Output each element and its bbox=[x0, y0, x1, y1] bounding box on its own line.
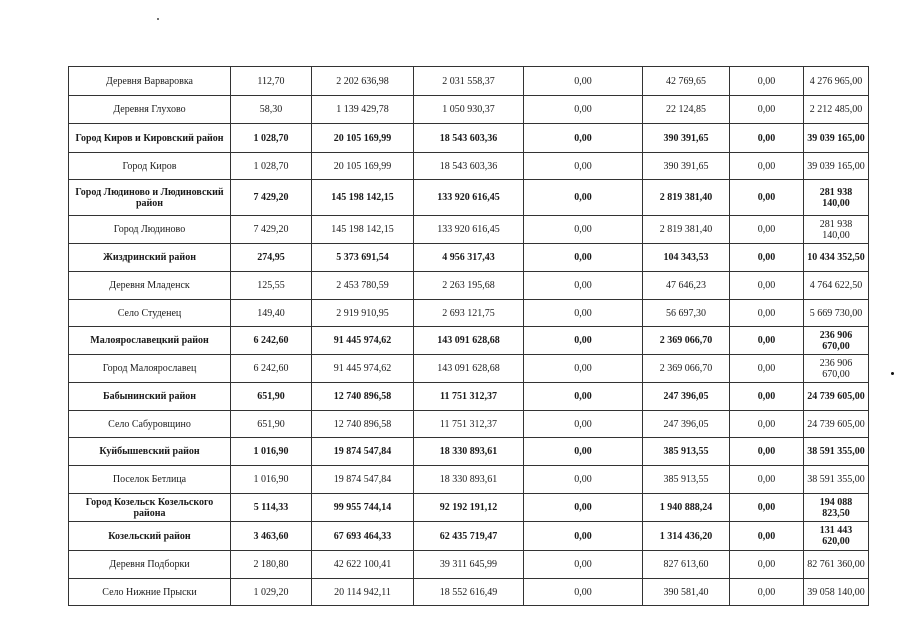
value-cell: 7 429,20 bbox=[231, 180, 312, 216]
value-cell: 19 874 547,84 bbox=[312, 466, 414, 494]
value-cell: 133 920 616,45 bbox=[414, 216, 524, 244]
row-label-cell: Село Студенец bbox=[69, 300, 231, 327]
value-cell: 11 751 312,37 bbox=[414, 383, 524, 411]
value-cell: 0,00 bbox=[524, 355, 643, 383]
row-label-cell: Козельский район bbox=[69, 522, 231, 551]
value-cell: 0,00 bbox=[730, 67, 804, 96]
value-cell: 0,00 bbox=[730, 494, 804, 522]
value-cell: 20 114 942,11 bbox=[312, 579, 414, 606]
value-cell: 2 031 558,37 bbox=[414, 67, 524, 96]
value-cell: 2 263 195,68 bbox=[414, 272, 524, 300]
value-cell: 4 276 965,00 bbox=[804, 67, 869, 96]
value-cell: 0,00 bbox=[730, 180, 804, 216]
value-cell: 0,00 bbox=[524, 124, 643, 153]
value-cell: 1 016,90 bbox=[231, 438, 312, 466]
value-cell: 5 114,33 bbox=[231, 494, 312, 522]
value-cell: 0,00 bbox=[730, 300, 804, 327]
value-cell: 651,90 bbox=[231, 411, 312, 438]
value-cell: 91 445 974,62 bbox=[312, 327, 414, 355]
row-label-cell: Куйбышевский район bbox=[69, 438, 231, 466]
value-cell: 0,00 bbox=[730, 272, 804, 300]
value-cell: 20 105 169,99 bbox=[312, 124, 414, 153]
value-cell: 1 016,90 bbox=[231, 466, 312, 494]
value-cell: 390 391,65 bbox=[643, 153, 730, 180]
row-label-cell: Деревня Младенск bbox=[69, 272, 231, 300]
value-cell: 82 761 360,00 bbox=[804, 551, 869, 579]
row-label-cell: Город Киров bbox=[69, 153, 231, 180]
value-cell: 58,30 bbox=[231, 96, 312, 124]
value-cell: 12 740 896,58 bbox=[312, 383, 414, 411]
value-cell: 47 646,23 bbox=[643, 272, 730, 300]
value-cell: 149,40 bbox=[231, 300, 312, 327]
value-cell: 145 198 142,15 bbox=[312, 216, 414, 244]
value-cell: 1 029,20 bbox=[231, 579, 312, 606]
value-cell: 0,00 bbox=[730, 579, 804, 606]
row-label-cell: Поселок Бетлица bbox=[69, 466, 231, 494]
value-cell: 390 581,40 bbox=[643, 579, 730, 606]
value-cell: 274,95 bbox=[231, 244, 312, 272]
value-cell: 91 445 974,62 bbox=[312, 355, 414, 383]
row-label-cell: Бабынинский район bbox=[69, 383, 231, 411]
value-cell: 0,00 bbox=[730, 124, 804, 153]
value-cell: 56 697,30 bbox=[643, 300, 730, 327]
row-label-cell: Село Нижние Прыски bbox=[69, 579, 231, 606]
value-cell: 0,00 bbox=[730, 466, 804, 494]
value-cell: 281 938 140,00 bbox=[804, 180, 869, 216]
value-cell: 0,00 bbox=[524, 551, 643, 579]
value-cell: 2 369 066,70 bbox=[643, 355, 730, 383]
value-cell: 19 874 547,84 bbox=[312, 438, 414, 466]
value-cell: 651,90 bbox=[231, 383, 312, 411]
value-cell: 0,00 bbox=[524, 180, 643, 216]
value-cell: 2 919 910,95 bbox=[312, 300, 414, 327]
value-cell: 42 769,65 bbox=[643, 67, 730, 96]
data-table bbox=[68, 66, 869, 606]
table-row bbox=[69, 579, 869, 606]
value-cell: 0,00 bbox=[730, 96, 804, 124]
row-label-cell: Город Киров и Кировский район bbox=[69, 124, 231, 153]
value-cell: 38 591 355,00 bbox=[804, 438, 869, 466]
value-cell: 0,00 bbox=[524, 327, 643, 355]
value-cell: 0,00 bbox=[524, 494, 643, 522]
value-cell: 1 050 930,37 bbox=[414, 96, 524, 124]
table-row bbox=[69, 67, 869, 96]
value-cell: 131 443 620,00 bbox=[804, 522, 869, 551]
value-cell: 0,00 bbox=[730, 383, 804, 411]
value-cell: 2 202 636,98 bbox=[312, 67, 414, 96]
value-cell: 194 088 823,50 bbox=[804, 494, 869, 522]
value-cell: 1 139 429,78 bbox=[312, 96, 414, 124]
value-cell: 0,00 bbox=[524, 411, 643, 438]
table-row bbox=[69, 522, 869, 551]
row-label-cell: Малоярославецкий район bbox=[69, 327, 231, 355]
value-cell: 10 434 352,50 bbox=[804, 244, 869, 272]
value-cell: 143 091 628,68 bbox=[414, 327, 524, 355]
value-cell: 18 330 893,61 bbox=[414, 438, 524, 466]
row-label-cell: Село Сабуровщино bbox=[69, 411, 231, 438]
value-cell: 2 180,80 bbox=[231, 551, 312, 579]
value-cell: 42 622 100,41 bbox=[312, 551, 414, 579]
value-cell: 281 938 140,00 bbox=[804, 216, 869, 244]
value-cell: 1 028,70 bbox=[231, 153, 312, 180]
value-cell: 6 242,60 bbox=[231, 327, 312, 355]
value-cell: 0,00 bbox=[524, 438, 643, 466]
row-label-cell: Деревня Варваровка bbox=[69, 67, 231, 96]
value-cell: 4 956 317,43 bbox=[414, 244, 524, 272]
row-label-cell: Деревня Подборки bbox=[69, 551, 231, 579]
value-cell: 0,00 bbox=[730, 522, 804, 551]
value-cell: 1 940 888,24 bbox=[643, 494, 730, 522]
value-cell: 1 314 436,20 bbox=[643, 522, 730, 551]
value-cell: 20 105 169,99 bbox=[312, 153, 414, 180]
table-row bbox=[69, 494, 869, 522]
value-cell: 7 429,20 bbox=[231, 216, 312, 244]
row-label-cell: Деревня Глухово bbox=[69, 96, 231, 124]
value-cell: 2 819 381,40 bbox=[643, 180, 730, 216]
value-cell: 125,55 bbox=[231, 272, 312, 300]
value-cell: 39 058 140,00 bbox=[804, 579, 869, 606]
value-cell: 12 740 896,58 bbox=[312, 411, 414, 438]
table-row bbox=[69, 124, 869, 153]
value-cell: 3 463,60 bbox=[231, 522, 312, 551]
value-cell: 2 212 485,00 bbox=[804, 96, 869, 124]
row-label-cell: Город Людиново bbox=[69, 216, 231, 244]
value-cell: 39 311 645,99 bbox=[414, 551, 524, 579]
table-body bbox=[69, 67, 869, 606]
table-row bbox=[69, 438, 869, 466]
value-cell: 0,00 bbox=[524, 272, 643, 300]
value-cell: 0,00 bbox=[730, 244, 804, 272]
value-cell: 0,00 bbox=[730, 327, 804, 355]
table-row bbox=[69, 551, 869, 579]
value-cell: 0,00 bbox=[730, 438, 804, 466]
value-cell: 236 906 670,00 bbox=[804, 355, 869, 383]
table-row bbox=[69, 300, 869, 327]
value-cell: 0,00 bbox=[524, 67, 643, 96]
table-row bbox=[69, 96, 869, 124]
value-cell: 5 373 691,54 bbox=[312, 244, 414, 272]
value-cell: 145 198 142,15 bbox=[312, 180, 414, 216]
value-cell: 92 192 191,12 bbox=[414, 494, 524, 522]
value-cell: 18 330 893,61 bbox=[414, 466, 524, 494]
value-cell: 18 552 616,49 bbox=[414, 579, 524, 606]
value-cell: 5 669 730,00 bbox=[804, 300, 869, 327]
row-label-cell: Город Козельск Козельского района bbox=[69, 494, 231, 522]
value-cell: 67 693 464,33 bbox=[312, 522, 414, 551]
value-cell: 247 396,05 bbox=[643, 411, 730, 438]
value-cell: 112,70 bbox=[231, 67, 312, 96]
value-cell: 827 613,60 bbox=[643, 551, 730, 579]
value-cell: 143 091 628,68 bbox=[414, 355, 524, 383]
value-cell: 24 739 605,00 bbox=[804, 411, 869, 438]
value-cell: 0,00 bbox=[524, 466, 643, 494]
value-cell: 390 391,65 bbox=[643, 124, 730, 153]
table-row bbox=[69, 153, 869, 180]
value-cell: 39 039 165,00 bbox=[804, 153, 869, 180]
value-cell: 0,00 bbox=[524, 300, 643, 327]
table-row bbox=[69, 411, 869, 438]
scan-speck bbox=[157, 18, 159, 20]
value-cell: 99 955 744,14 bbox=[312, 494, 414, 522]
value-cell: 18 543 603,36 bbox=[414, 124, 524, 153]
value-cell: 0,00 bbox=[524, 383, 643, 411]
value-cell: 0,00 bbox=[524, 216, 643, 244]
value-cell: 39 039 165,00 bbox=[804, 124, 869, 153]
table-row bbox=[69, 244, 869, 272]
scan-speck bbox=[891, 372, 894, 375]
value-cell: 6 242,60 bbox=[231, 355, 312, 383]
value-cell: 133 920 616,45 bbox=[414, 180, 524, 216]
value-cell: 1 028,70 bbox=[231, 124, 312, 153]
row-label-cell: Жиздринский район bbox=[69, 244, 231, 272]
value-cell: 62 435 719,47 bbox=[414, 522, 524, 551]
value-cell: 2 453 780,59 bbox=[312, 272, 414, 300]
value-cell: 18 543 603,36 bbox=[414, 153, 524, 180]
value-cell: 0,00 bbox=[730, 153, 804, 180]
value-cell: 38 591 355,00 bbox=[804, 466, 869, 494]
value-cell: 4 764 622,50 bbox=[804, 272, 869, 300]
value-cell: 385 913,55 bbox=[643, 438, 730, 466]
table-row bbox=[69, 180, 869, 216]
value-cell: 2 369 066,70 bbox=[643, 327, 730, 355]
table-row bbox=[69, 216, 869, 244]
value-cell: 2 819 381,40 bbox=[643, 216, 730, 244]
value-cell: 104 343,53 bbox=[643, 244, 730, 272]
row-label-cell: Город Людиново и Людиновский район bbox=[69, 180, 231, 216]
value-cell: 0,00 bbox=[524, 96, 643, 124]
value-cell: 24 739 605,00 bbox=[804, 383, 869, 411]
table-row bbox=[69, 355, 869, 383]
value-cell: 247 396,05 bbox=[643, 383, 730, 411]
table-row bbox=[69, 272, 869, 300]
value-cell: 0,00 bbox=[730, 216, 804, 244]
value-cell: 0,00 bbox=[524, 244, 643, 272]
value-cell: 0,00 bbox=[730, 355, 804, 383]
value-cell: 0,00 bbox=[730, 551, 804, 579]
table-row bbox=[69, 327, 869, 355]
value-cell: 0,00 bbox=[524, 522, 643, 551]
value-cell: 0,00 bbox=[730, 411, 804, 438]
value-cell: 385 913,55 bbox=[643, 466, 730, 494]
table-row bbox=[69, 466, 869, 494]
value-cell: 2 693 121,75 bbox=[414, 300, 524, 327]
value-cell: 0,00 bbox=[524, 153, 643, 180]
value-cell: 11 751 312,37 bbox=[414, 411, 524, 438]
value-cell: 0,00 bbox=[524, 579, 643, 606]
value-cell: 22 124,85 bbox=[643, 96, 730, 124]
row-label-cell: Город Малоярославец bbox=[69, 355, 231, 383]
table-row bbox=[69, 383, 869, 411]
value-cell: 236 906 670,00 bbox=[804, 327, 869, 355]
